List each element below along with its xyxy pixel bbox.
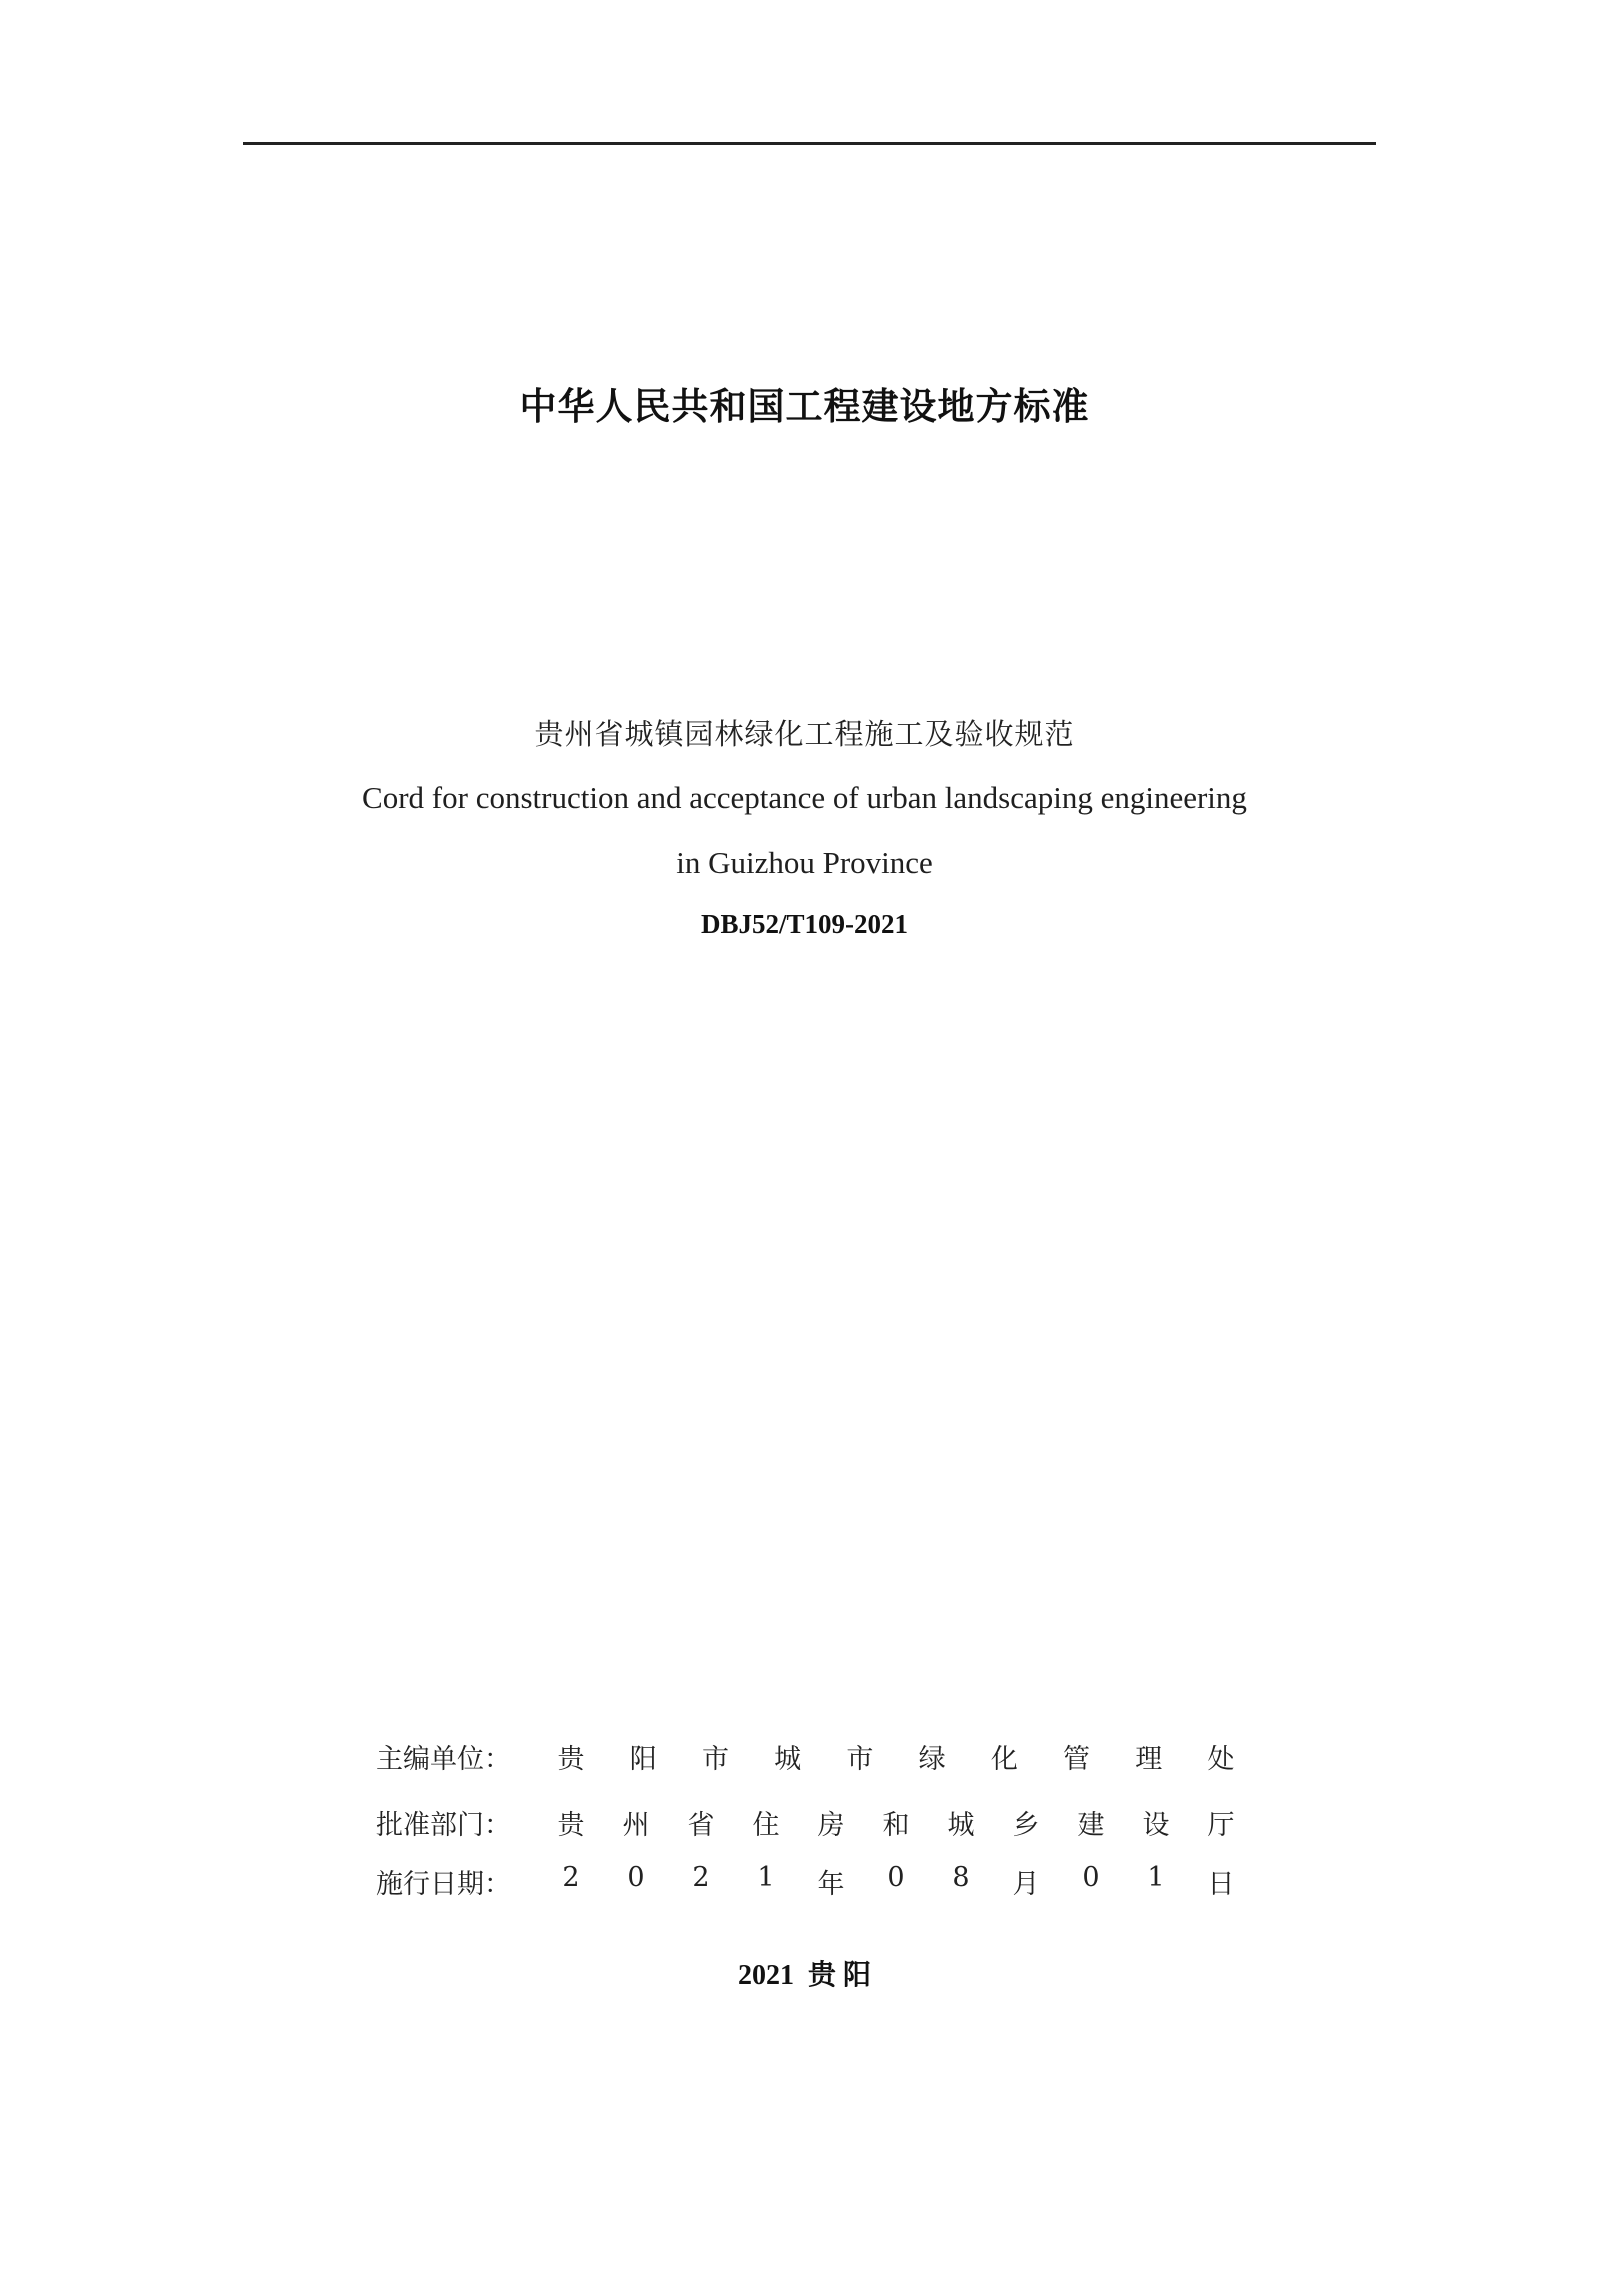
effective-date-value — [556, 1862, 1236, 1901]
info-char: 省 — [687, 1809, 715, 1841]
document-category-heading: 中华人民共和国工程建设地方标准 — [519, 385, 1090, 428]
info-char: 处 — [1207, 1743, 1235, 1775]
approving-department-label: 批准部门： — [376, 1809, 511, 1841]
info-char: 0 — [627, 1861, 645, 1893]
info-char: 城 — [947, 1809, 975, 1841]
info-char: 州 — [622, 1809, 650, 1841]
info-char: 月 — [1012, 1868, 1040, 1900]
info-char: 日 — [1207, 1868, 1235, 1900]
standard-title-chinese: 贵州省城镇园林绿化工程施工及验收规范 — [534, 717, 1075, 751]
publication-footer — [0, 1953, 1609, 1993]
editor-unit-value — [556, 1737, 1236, 1776]
info-char: 房 — [817, 1809, 845, 1841]
publication-city: 贵 阳 — [807, 1960, 871, 1991]
editor-unit-row — [376, 1734, 1256, 1778]
info-char: 8 — [952, 1861, 970, 1893]
approving-department-row — [376, 1800, 1256, 1844]
editor-unit-label: 主编单位： — [376, 1743, 511, 1775]
info-char: 理 — [1135, 1743, 1163, 1775]
info-char: 厅 — [1207, 1809, 1235, 1841]
info-char: 化 — [990, 1743, 1018, 1775]
info-char: 住 — [752, 1809, 780, 1841]
info-char: 市 — [701, 1743, 729, 1775]
info-char: 0 — [887, 1861, 905, 1893]
info-char: 和 — [882, 1809, 910, 1841]
info-char: 管 — [1063, 1743, 1091, 1775]
effective-date-label: 施行日期： — [376, 1868, 511, 1900]
info-char: 阳 — [629, 1743, 657, 1775]
publication-year: 2021 — [737, 1960, 794, 1991]
top-horizontal-rule — [243, 142, 1376, 145]
info-char: 贵 — [557, 1743, 585, 1775]
info-char: 设 — [1142, 1809, 1170, 1841]
info-char: 绿 — [918, 1743, 946, 1775]
info-char: 年 — [817, 1868, 845, 1900]
info-char: 市 — [846, 1743, 874, 1775]
info-char: 1 — [757, 1861, 775, 1893]
standard-code: DBJ52/T109-2021 — [700, 909, 908, 939]
standard-title-english-line-1: Cord for construction and acceptance of urban landscaping engineering — [362, 780, 1247, 815]
approving-department-value — [556, 1803, 1236, 1842]
info-char: 0 — [1082, 1861, 1100, 1893]
info-char: 2 — [692, 1861, 710, 1893]
info-char: 城 — [774, 1743, 802, 1775]
effective-date-row — [376, 1859, 1256, 1903]
info-char: 建 — [1077, 1809, 1105, 1841]
info-char: 贵 — [557, 1809, 585, 1841]
info-char: 乡 — [1012, 1809, 1040, 1841]
info-char: 1 — [1147, 1861, 1165, 1893]
standard-title-english-line-2: in Guizhou Province — [676, 845, 933, 880]
info-char: 2 — [562, 1861, 580, 1893]
